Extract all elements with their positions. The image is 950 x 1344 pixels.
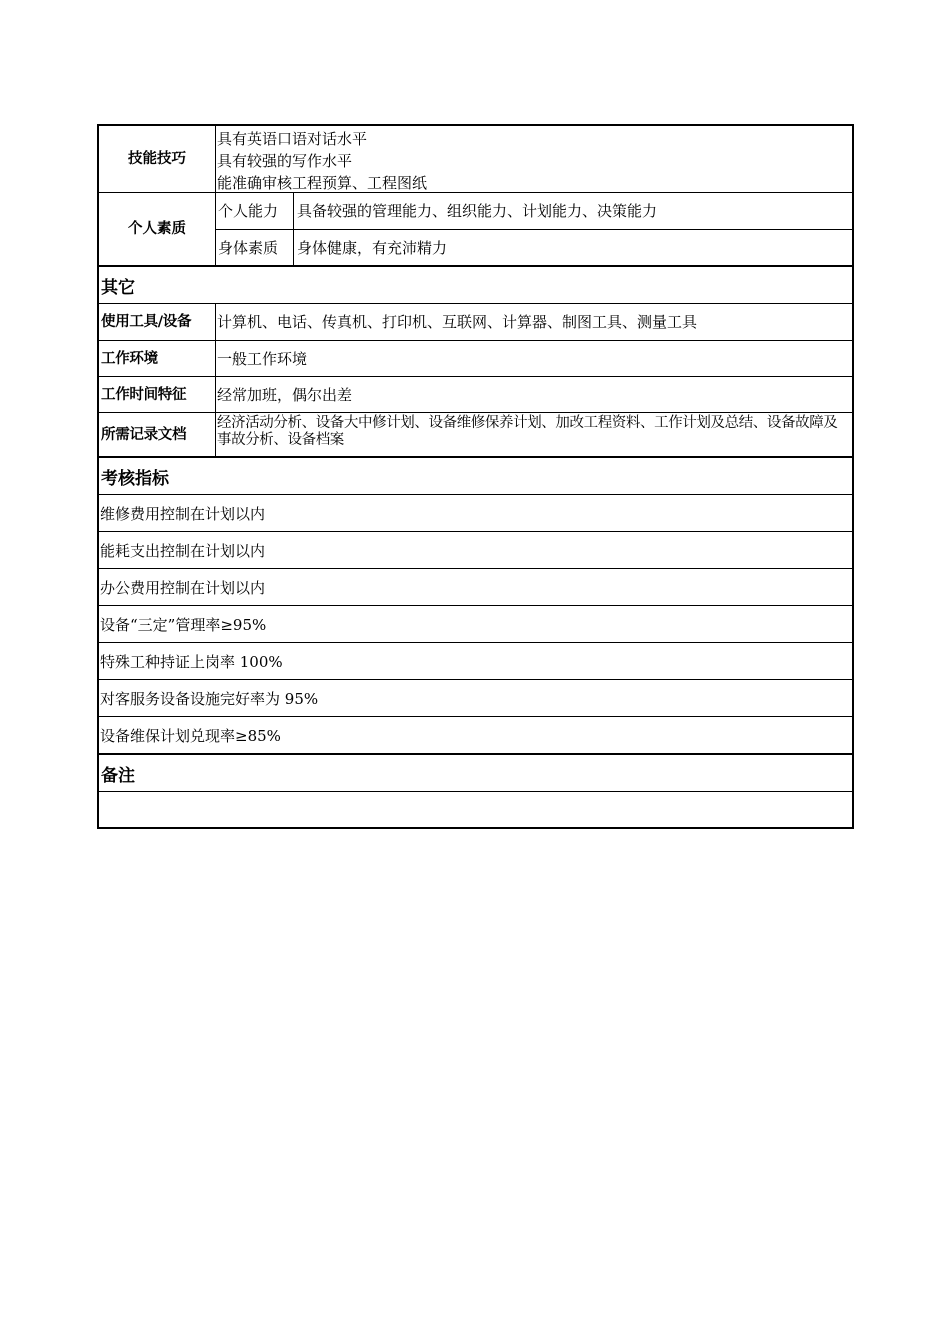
assessment-item: 对客服务设备设施完好率为 95%	[100, 689, 319, 708]
environment-label: 工作环境	[99, 341, 216, 376]
other-row	[99, 377, 852, 413]
skills-label: 技能技巧	[99, 126, 216, 192]
assessment-item: 维修费用控制在计划以内	[100, 504, 266, 523]
assessment-item-row	[99, 680, 852, 717]
ability-label: 个人能力	[216, 193, 294, 229]
tools-label: 使用工具/设备	[99, 304, 216, 340]
other-title: 其它	[101, 277, 135, 298]
other-row	[99, 413, 852, 458]
assessment-item-row	[99, 643, 852, 680]
other-row	[99, 304, 852, 341]
assessment-item: 特殊工种持证上岗率 100%	[100, 652, 283, 671]
remarks-content-row	[99, 792, 852, 827]
remarks-header-row	[99, 755, 852, 792]
physical-label: 身体素质	[216, 230, 294, 265]
skills-line: 具有英语口语对话水平	[217, 130, 368, 148]
skills-row	[99, 126, 852, 193]
personal-subrow	[216, 230, 852, 265]
personal-row	[99, 193, 852, 267]
assessment-item: 能耗支出控制在计划以内	[100, 541, 266, 560]
work-time-label: 工作时间特征	[99, 377, 216, 412]
other-header-row	[99, 267, 852, 304]
skills-list	[216, 126, 852, 192]
work-time-value: 经常加班，偶尔出差	[217, 385, 353, 404]
other-row	[99, 341, 852, 377]
assessment-item-row	[99, 495, 852, 532]
assessment-title: 考核指标	[101, 468, 169, 489]
tools-value: 计算机、电话、传真机、打印机、互联网、计算器、制图工具、测量工具	[217, 313, 698, 331]
physical-value: 身体健康，有充沛精力	[297, 238, 448, 257]
personal-subtable	[216, 193, 852, 265]
personal-subrow	[216, 193, 852, 230]
assessment-item: 设备“三定”管理率≥95%	[100, 615, 267, 634]
documents-label: 所需记录文档	[99, 413, 216, 456]
skills-line: 具有较强的写作水平	[217, 152, 353, 170]
remarks-content	[99, 792, 100, 828]
assessment-item-row	[99, 606, 852, 643]
skills-line: 能准确审核工程预算、工程图纸	[217, 174, 428, 192]
documents-value: 经济活动分析、设备大中修计划、设备维修保养计划、加改工程资料、工作计划及总结、设备故障及事故分析、设备档案	[217, 415, 838, 448]
assessment-header-row	[99, 458, 852, 495]
assessment-item-row	[99, 717, 852, 755]
assessment-item-row	[99, 532, 852, 569]
personal-label: 个人素质	[99, 193, 216, 265]
assessment-item-row	[99, 569, 852, 606]
ability-value: 具备较强的管理能力、组织能力、计划能力、决策能力	[297, 202, 658, 221]
assessment-item: 办公费用控制在计划以内	[100, 578, 266, 597]
remarks-title: 备注	[101, 765, 135, 786]
job-description-table	[97, 124, 854, 829]
environment-value: 一般工作环境	[217, 349, 308, 368]
assessment-item: 设备维保计划兑现率≥85%	[100, 726, 281, 745]
